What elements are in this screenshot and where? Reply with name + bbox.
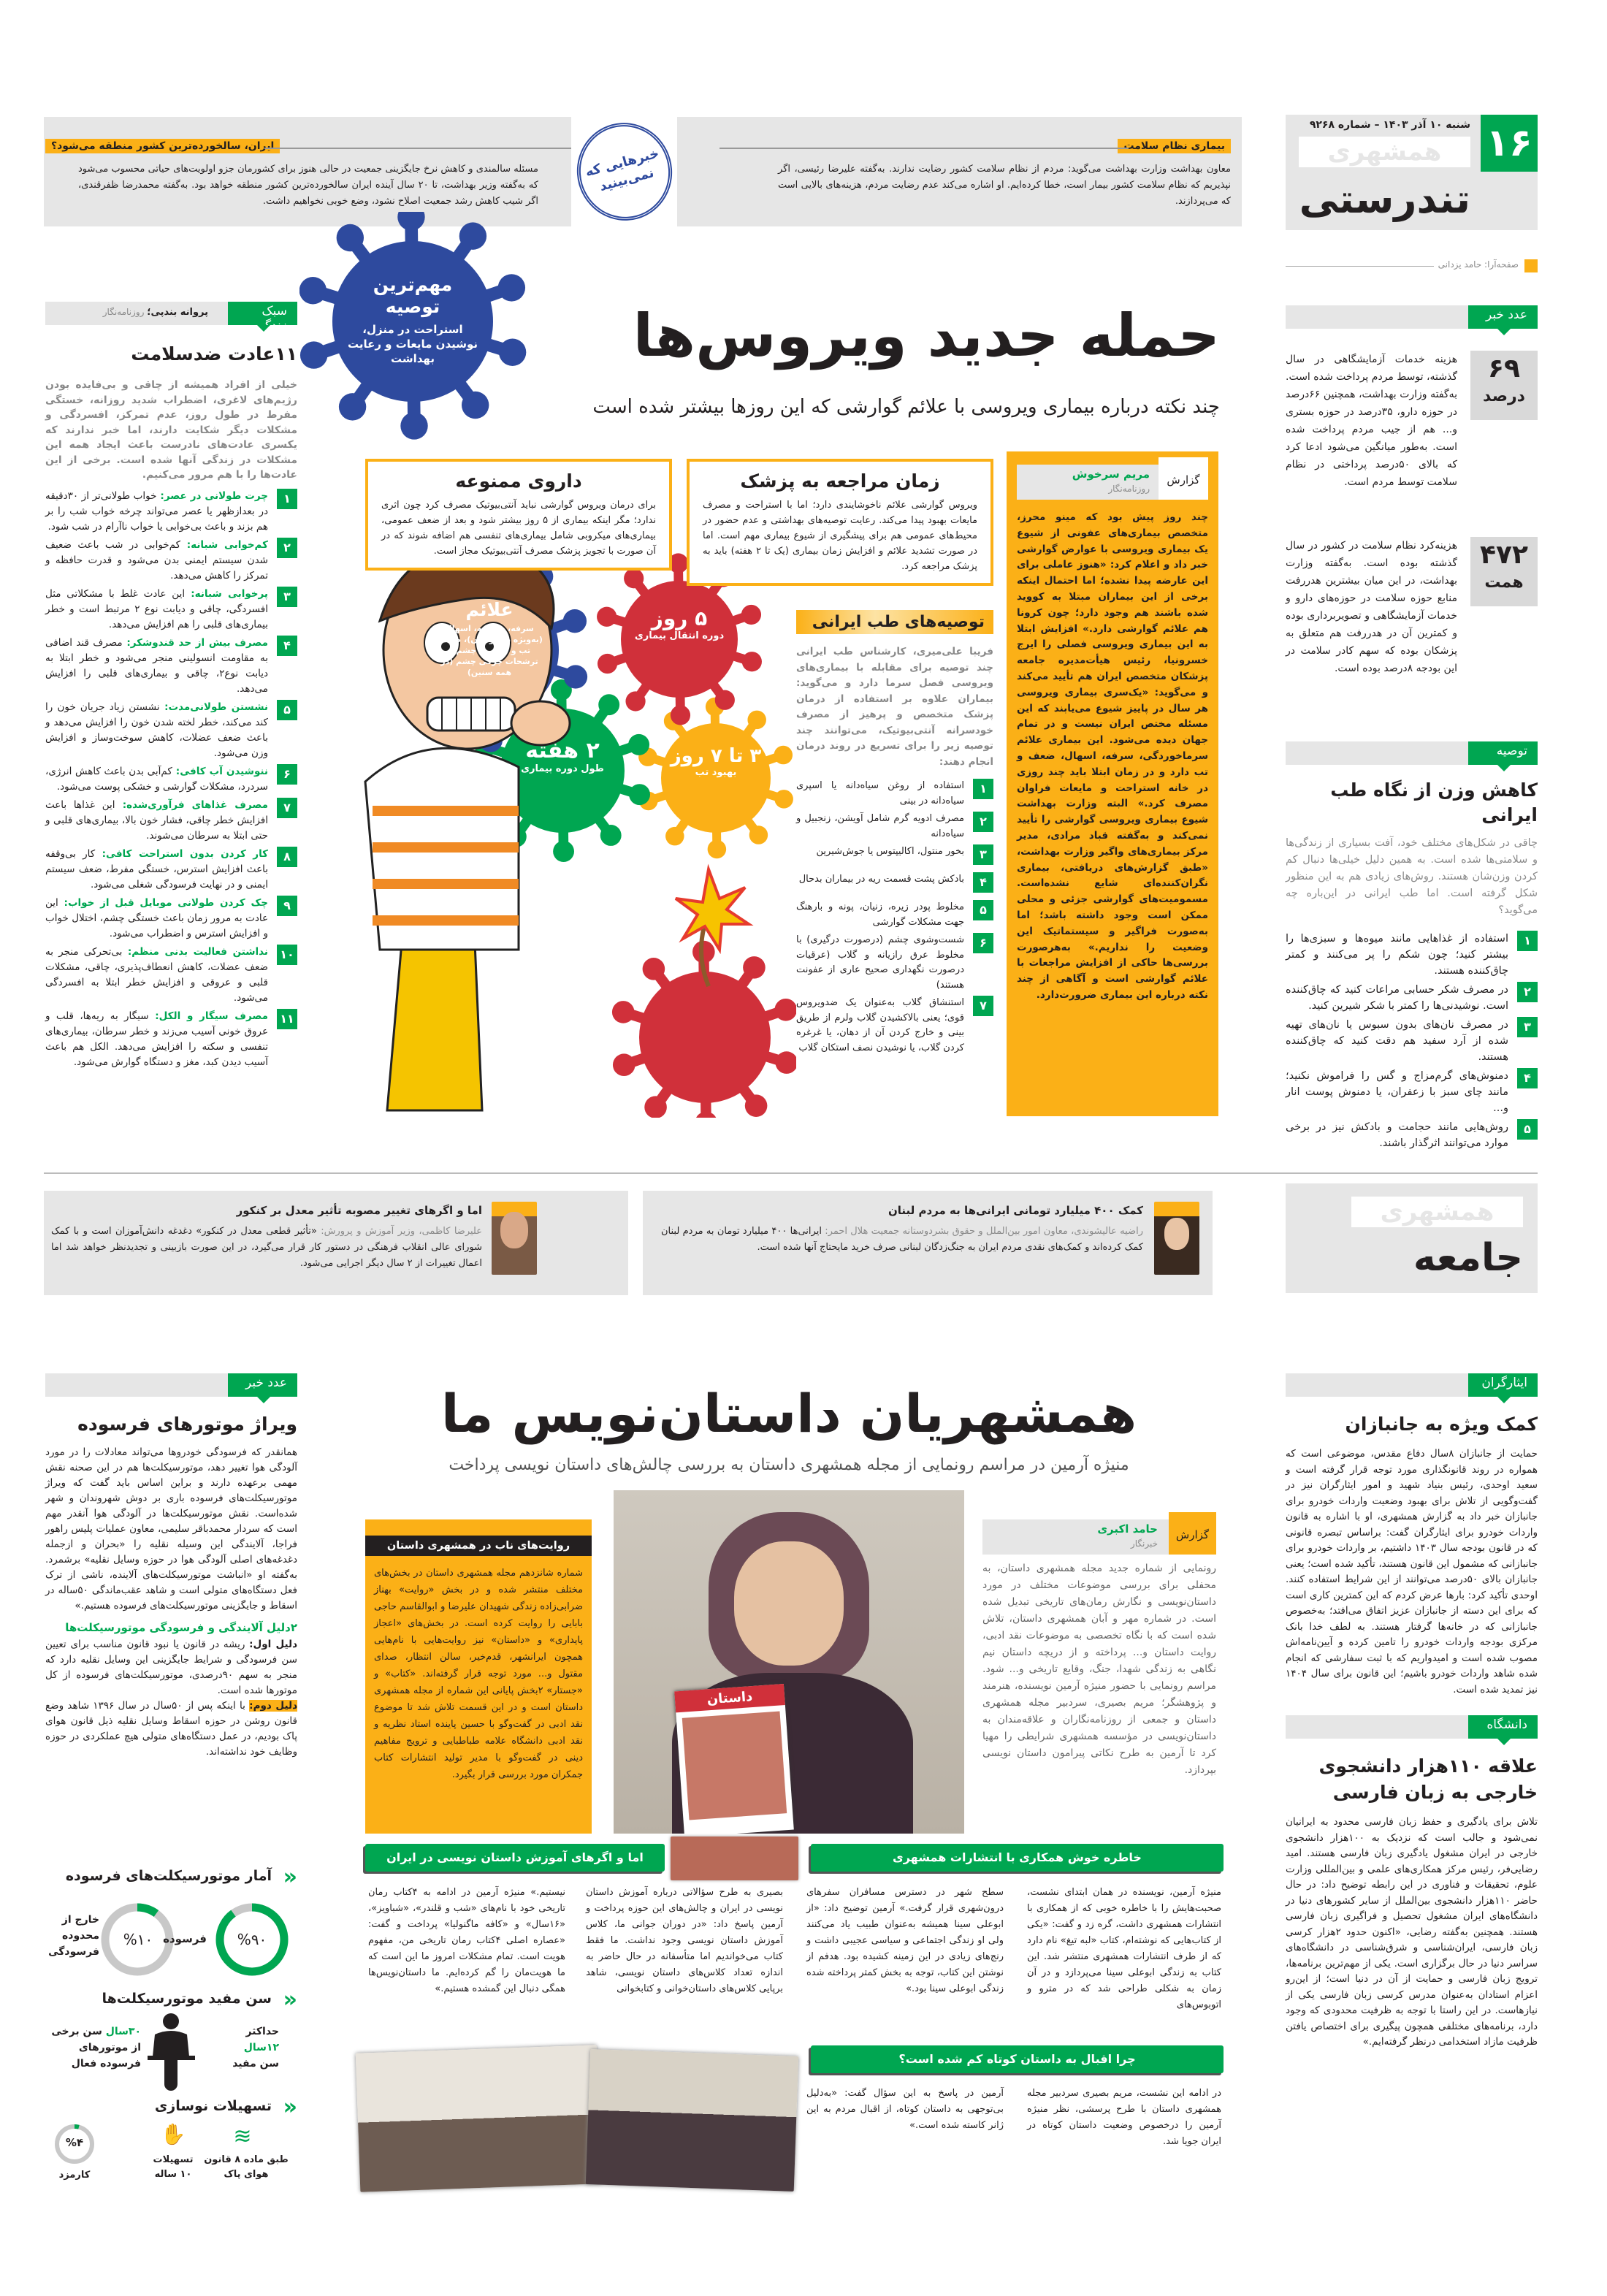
item-number: ۲ [1517,982,1538,1002]
lifestyle-title: ۱۱عادت ضدسلامت [131,343,297,365]
masthead [1286,115,1538,230]
life-max [232,2024,279,2072]
section-divider [44,1172,1538,1174]
reason-text: ریشه در قانون یا نبود قانون مناسب برای تعیین سن فرسودگی و شرایط جایگزینی این وسایل نقلیه دارد که منجر به سهم ۹۰درصدی، موتورسیکلت‌های فرسوده از کل موتورها شده است. [45,1639,297,1696]
item-head: مصرف بیش از حد قندوشکر: [122,636,268,649]
motor-header [45,1373,297,1397]
item-number: ۵ [973,900,993,920]
bomb-fuse [676,869,749,986]
box-doctor [687,459,993,586]
tib-title: توصیه‌های طب ایرانی [796,610,993,634]
list-item [796,933,993,993]
teaser-line [719,148,1129,149]
item-head: پرخوابی شبانه: [185,587,268,600]
lifestyle-section [45,302,297,1073]
section-tag: عدد خبر [228,1373,297,1397]
donut-value: %۱۰ [123,1931,153,1948]
item-head: چرت طولانی در عصر: [156,489,268,502]
item-text: بی‌تحرکی منجر به ضعف عضلات، کاهش انعطاف‌پذیری، چاقی، مشکلات قلبی و عروقی و افزایش خطر ابتلا به افسردگی می‌شود. [45,945,268,1004]
item-number: ۱ [1517,931,1538,951]
virus-top-tip [343,274,482,366]
donut-label: خارج از محدوده فرسودگی [48,1914,99,1958]
item-head: نداشتن فعالیت بدنی منظم: [122,945,268,958]
reason-label: دلیل دوم: [249,1700,297,1712]
main-subtitle: چند نکته درباره بیماری ویروسی با علائم گوارشی که این روزها بیشتر شده است [592,396,1220,418]
item-number: ۳ [973,844,993,865]
lifestyle-header [45,302,297,333]
item-number: ۴ [973,872,993,893]
renew-loan: تسهیلات ۱۰ ساله [153,2154,194,2180]
issue-date: شنبه ۱۰ آذر ۱۴۰۳ – شماره ۹۲۶۸ [1309,119,1470,131]
list-item [45,538,297,584]
report-byline [982,1519,1216,1555]
stamp-text: خبرهایی که نمی‌بینید [566,112,683,231]
figure-text: هزینه‌کرد نظام سلامت در کشور در سال گذشته بوده است. به‌گفته وزارت بهداشت، در این میان بیشترین هدررفت منابع حوزه سلامت در حوزه‌های دارو و خدمات آزمایشگاهی و تصویربرداری بوده و کمترین آن در هدررفت هم متعلق به پزشکان بوده که سهم کادر سلامت در این بودجه ۸درصد بوده است. [1286,540,1457,674]
virus-title: مهم‌ترین توصیه [373,274,453,317]
reason-text: با اینکه پس از ۵۰سال در سال ۱۳۹۶ شاهد وضع قانون روشن در حوزه اسقاط وسایل نقلیه ذیل قانون هوای پاک بودیم، در عمل دستگاه‌های متولی هیچ عملکردی در حوزه وظایف خود نداشته‌اند. [45,1700,297,1758]
item-text: این عادت به مرور زمان باعث خستگی چشم، اختلال خواب و افزایش استرس و اضطراب می‌شود. [45,896,268,939]
lifestyle-intro: خیلی از افراد همیشه از چاقی و بی‌فایده بودن رژیم‌های لاغری، اضطراب شدید روزانه، خستگی مفرط در طول روز، عدم تمرکز، افسردگی و مشکلات دیگر شکایت دارند، اما خبر ندارند که یکسری عادت‌های نادرست باعث ایجاد همه این مشکلات در زندگی آنها شده است. برخی از این عادت‌ها را با هم مرور می‌کنیم. [45,379,297,481]
reason [45,1698,297,1760]
figure-text: هزینه خدمات آزمایشگاهی در سال گذشته، توسط مردم پرداخت شده است. به‌گفته وزارت بهداشت، همچنین ۶۶درصد در حوزه دارو، ۳۵درصد در حوزه بستری و... هم از جیب مردم پرداخت شده است. به‌طور میانگین می‌شود ادعا کرد که بالای ۵۰درصد پرداختی در نظام سلامت توسط مردم است. [1286,354,1457,488]
teaser-body: معاون بهداشت وزارت بهداشت می‌گوید: مردم از نظام سلامت کشور رضایت ندارند. به‌گفته علیرضا رئیسی، اگر نپذیریم که نظام سلامت کشور بیمار است، خطا کرده‌ایم. او اشاره می‌کند عدم رضایت مردم، هزینه‌های بالایی است که می‌پردازند. [778,164,1231,207]
figure-unit: همت [1484,573,1524,592]
report-body: چند روز پیش بود که مینو محرز، متخصص بیماری‌های عفونی از شیوع یک بیماری ویروسی با عوارض گوارشی خبر داد و اعلام کرد: «هنوز عاملی برای این عارضه پیدا نشده؛ اما احتمال اینکه برخی از این بیماران مبتلا به کووید شده باشند هم وجود دارد؛ چون کرونا هم علائم گوارشی دارد.» افزایش ابتلا به این بیماری ویروسی فصلی را ایرج خسرونیا، رئیس هیأت‌مدیره جامعه پزشکان متخصص ایران هم تأیید می‌کند و می‌گوید: «یک‌سری بیماری ویروسی هر سال در پاییز شیوع می‌یابند که این مسئله مختص ایران نیست و در تمام جهان دیده می‌شود. این بیماری علائم سرماخوردگی، سرفه، اسهال، ضعف و تب دارد و در زمان ابتلا باید چند روزی در خانه استراحت و مایعات فراوان مصرف کرد.» البته وزارت بهداشت شیوع بیماری ویروسی گوارشی را تأیید نمی‌کند و به‌گفته قباد مرادی، مدیر مرکز بیماری‌های واگیر وزارت بهداشت، «طبق گزارش‌های دریافتی، بیماری نگران‌کننده‌ای شایع نشده‌است. مسمومیت‌های گوارشی جزئی و محلی ممکن است وجود داشته باشد؛ اما به‌صورت فراگیر و سیستماتیک این وضعیت را نداریم.» به‌هرصورت بررسی‌ها حاکی از افزایش مراجعات با علائم گوارشی است و آگاهی از چند نکته درباره این بیماری ضرورت‌دارد. [1017,511,1208,1001]
box-body: ویروس گوارشی علائم ناخوشایندی دارد؛ اما با استراحت و مصرف مایعات بهبود پیدا می‌کند. رعایت توصیه‌های بهداشتی و عدم حضور در محیط‌های عمومی هم برای پیشگیری از شیوع بیماری مهم است. اما در صورت تشدید علائم و افزایش زمان بیماری (یک تا ۲ هفته) باید به پزشک مراجعه کرد. [703,500,977,572]
university-header [1286,1715,1538,1739]
virus-text: دوره انتقال بیماری [634,630,725,641]
item-text: بادکش پشت قسمت ریه در بیماران بدحال [798,874,964,885]
item-number: ۸ [277,847,297,867]
section-title: جامعه [1413,1236,1523,1280]
list-item [45,587,297,633]
item-number: ۵ [277,700,297,720]
item-number: ۳ [277,587,297,607]
newspaper-logo: همشهری [1351,1197,1523,1227]
magazine-cover [674,1684,794,1834]
virus-text: بهبود تب [695,767,737,778]
item-text: نشستن زیاد جریان خون را کند می‌کند، خطر لخته شدن خون را افزایش می‌دهد و باعث ضعف عضلات، کاهش سوخت‌وساز و افزایش وزن می‌شود. [45,701,268,759]
figures-header [1286,305,1538,329]
story-col: نیستیم.» منیژه آرمین در ادامه به ۴کتاب رمان تاریخی خود با نام‌های «شب و قلندر»، «شباویز»، «۱۶سال» و «کافه ماگنولیا» پرداخت و گفت: «عصاره اصلی ۴کتاب رمان تاریخی من، مفهوم هویت است. تمام مشکلات امروز ما این است که ما هویت‌مان را گم کرده‌ایم. ما داستان‌نویس‌ها همگی دنبال این گمشده هستیم.» [368,1887,565,1994]
tib-intro: فریبا علی‌میری، کارشناس طب ایرانی چند توصیه برای مقابله با بیماری‌های ویروسی فصل سرما دارد و می‌گوید: بیماران علاوه بر استفاده از درمان پزشک متخصص و پرهیز از مصرف خودسرانه آنتی‌بیوتیک، می‌توانند چند توصیه زیر را برای تسریع در روند درمان انجام دهند: [796,646,993,768]
event-photo [356,2045,601,2192]
item-text: روش‌هایی مانند حجامت و بادکش نیز در برخی موارد می‌توانند اثرگذار باشند. [1286,1121,1508,1149]
advice-list [1286,931,1538,1151]
story-col: سطح شهر در دسترس مسافران سفرهای درون‌شهری قرار گرفت.» آرمین توضیح داد: «از ابوعلی سینا همیشه به‌عنوان طبیب یاد می‌کنند ولی او زندگی اجتماعی و سیاسی عجیبی داشت و رنج‌های زیادی در این زمینه کشیده بود. هدفم از نوشتن این کتاب، توجه به بخش کمتر پرداخته شده زندگی ابوعلی سینا بود.» [806,1887,1004,1994]
figure-value-box [1470,351,1538,420]
item-head: چک کردن طولانی موبایل قبل از خواب: [58,896,268,909]
advice-section [1286,741,1538,1154]
box-title: زمان مراجعه به پزشک [740,470,940,492]
renew-law: طبق ماده ۸ قانون هوای پاک [204,2154,289,2180]
list-item [796,812,993,842]
figure-value: ۶۹ [1488,354,1520,384]
report-author: مریم سرخوش [1072,468,1150,481]
chevron-icon: « [283,1987,297,2013]
box-title: روایت‌های ناب در همشهری داستان [365,1536,592,1556]
item-text: خواب طولانی‌تر از ۳۰دقیقه در بعدازظهر یا عصر می‌تواند چرخه خواب شب را بر هم بزند و باعث بی‌خوابی یا خواب ناآرام در شب شود. [45,489,268,533]
info-title: آمار موتورسیکلت‌های فرسوده [65,1868,272,1884]
story-subtitle: منیژه آرمین در مراسم رونمایی از مجله همشهری داستان به بررسی چالش‌های داستان نویسی پرداخت [448,1456,1129,1474]
newspaper-logo: همشهری [1299,137,1470,167]
virus-fever-icon [638,698,793,858]
section-tag: سبک زندگی [228,302,297,325]
report-column [1007,451,1218,1116]
report-role: روزنامه‌نگار [1108,484,1150,494]
virus-duration [511,738,614,774]
item-text: این غذاها باعث افزایش خطر چاقی، فشار خون بالا، بیماری‌های قلبی و حتی ابتلا به سرطان می‌شوند. [45,798,268,842]
motor-section [45,1373,297,1760]
list-item [45,764,297,795]
list-item [796,872,993,897]
virus-value: ۳ تا ۷ روز [670,745,762,767]
story-headline: همشهریان داستان‌نویس ما [440,1383,1137,1444]
item-text: دمنوش‌های گرم‌مزاج و گس را فراموش نکنید؛ مانند چای سبز با زعفران، یا دمنوش پوست انار و... [1286,1070,1508,1114]
layout-credit [1286,259,1538,272]
list-item [45,636,297,697]
item-number: ۴ [277,636,297,656]
subhead-bar: اما و اگرهای آموزش داستان نویسی در ایران [365,1844,665,1872]
item-number: ۷ [277,798,297,818]
event-photo [586,2049,798,2192]
list-item [1286,982,1538,1014]
motorcycle-rider-icon [144,2013,199,2093]
byline-role: روزنامه‌نگار [102,307,145,317]
list-item [45,489,297,535]
report-role: خبرنگار [1130,1538,1158,1549]
list-item [45,945,297,1006]
report-byline [1017,465,1208,500]
item-head: ننوشیدن آب کافی: [172,765,268,777]
section-tag: عدد خبر [1468,305,1538,329]
item-text: استنشاق گلاب به‌عنوان یک ضدویروس قوی؛ یعنی بالاکشیدن گلاب ولرم از طریق بینی و خارج کردن آن از دهان، یا غرغره کردن گلاب، یا نوشیدن نصف استکان گلاب [796,997,964,1053]
section-tag: توصیه [1468,741,1538,765]
info-title: تسهیلات نوسازی [154,2098,272,2114]
section-tag: ایثارگران [1468,1373,1538,1397]
chevron-icon: « [283,1864,297,1890]
old-label: سن برخی از موتورهای فرسوده فعال [51,2026,141,2070]
max-label: حداکثر [245,2026,279,2037]
virus-text: طول دوره بیماری [521,763,604,774]
report-author: حامد اکبری [1097,1522,1158,1536]
news-title: کمک ۴۰۰ میلیارد تومانی ایرانی‌ها به مردم لبنان [888,1204,1143,1217]
figure-item [1286,537,1538,683]
list-item [45,1009,297,1070]
news-text: ایرانی‌ها ۴۰۰ میلیارد تومان به مردم لبنان کمک کرده‌اند و کمک‌های نقدی مردم ایران به جنگ‌زدگان لبنانی صرف خرید مایحتاج آنها شده است. [661,1226,1143,1253]
news-text: «تأثیر قطعی معدل در کنکور» دغدغه دانش‌آموزان است و با کمک شورای عالی انقلاب فرهنگی در دستور کار قرار می‌گیرد، در این صورت بازبینی و تجدیدنظر خواهد شد اما اعمال تغییرات از ۲ سال دیگر اجرایی می‌شود. [51,1226,482,1269]
virus-text: سرفه، دل‌پیچه، اسهال (به‌ویژه در کودکان)، ضعف، تب و درگیری چشم و ترشحات چرکی چشم (در همه سنین) [436,624,543,677]
lifestyle-list [45,489,297,1070]
list-item [796,900,993,930]
story-col: بصیری به طرح سؤالاتی درباره آموزش داستان نویسی در ایران و چالش‌های این حوزه پرداخت و آرمین پاسخ داد: «در دوران جوانی ما، کلاس آموزش داستان نویسی وجود نداشت. ما فقط کتاب می‌خواندیم اما متأسفانه در حال حاضر به اندازه تعداد کلاس‌های داستان نویسی، شاهد برپایی کلاس‌های داستان‌خوانی و کتابخوانی [586,1887,783,1994]
motor-subhead: ۲دلیل آلایندگی و فرسودگی موتورسیکلت‌ها [65,1621,297,1634]
box-title: داروی ممنوعه [455,470,582,492]
news-body [51,1224,482,1272]
item-text: در مصرف نان‌های بدون سبوس یا نان‌های تهیه شده از آرد سفید هم دقت کنید که چاق‌کننده هستند. [1286,1019,1508,1063]
list-item [796,779,993,809]
box-body: شماره شانزدهم مجله همشهری داستان در بخش‌های مختلف منتشر شده و در بخش «روایت» بهناز ضرابی‌زاده زندگی شهیدان علیرضا و ابوالقاسم حاجی بابایی را روایت کرده است. در بخش‌های «اعجاز پایداری» و «داستان» نیز روایت‌هایی با نام‌هایی همچون ایرانشهر، قدم‌خیر، سالن انتظار، صدای مقتول و... مورد توجه قرار گرفته‌اند. «کتاب» و «جستار» ۲بخش پایانی این شماره از مجله همشهری داستان است و در این قسمت تلاش شد تا موضوع نقد ادبی در گفت‌وگو با حسین پاینده استاد نظریه و نقد ادبی دانشگاه علامه طباطبایی و ترویج مفاهیم دینی در گفت‌وگو با مدیر تولید انتشارات کتاب جمکران مورد بررسی قرار بگیرد. [374,1568,583,1780]
box-body: برای درمان ویروس گوارشی نباید آنتی‌بیوتیک مصرف کرد چون اثری ندارد؛ مگر اینکه بیماری از ۵ روز بیشتر شود و بعد از ضعف عمومی، بیماری‌های میکروبی شامل بیماری‌های تنفسی هم اضافه شوند که در آن صورت با تجویز پزشک مصرف آنتی‌بیوتیک مجاز است. [381,500,656,557]
report-body: رونمایی از شماره جدید مجله همشهری داستان، به محفلی برای بررسی موضوعات مختلف در مورد داستان‌نویسی و نگارش رمان‌های تاریخی تبدیل شده است. در شماره مهر و آبان همشهری داستان، تلاش شده است که با نگاه تخصصی به موضوعات نقد ادبی، روایت داستان و... پرداخته و از دریچه داستان نیم نگاهی به زندگی شهدا، جنگ، وقایع تاریخی و... شود. مراسم رونمایی با حضور منیژه آرمین نویسنده، هنرمند و پژوهشگر؛ مریم بصیری، سردبیر مجله همشهری داستان و جمعی از روزنامه‌نگاران و علاقه‌مندان به داستان‌نویسی در مؤسسه همشهری شرایطی را مهیا کرد تا آرمین به طرح نکاتی پیرامون داستان نویسی بپردازد. [982,1563,1216,1776]
tib-column [796,610,993,1059]
virus-text: استراحت در منزل، نوشیدن مایعات و رعایت بهداشت [347,323,478,365]
teaser-tag: بیماری نظام سلامت [1118,139,1231,153]
main-headline: حمله جدید ویروس‌ها [633,302,1220,370]
subhead-bar: چرا اقبال به داستان کوتاه کم شده است؟ [811,2045,1224,2073]
credit-marker [1524,259,1538,272]
story-box [365,1519,592,1834]
page-number: ۱۶ [1481,115,1538,172]
list-item [1286,931,1538,979]
donut-value: %۴ [65,2136,84,2149]
list-item [45,847,297,893]
speaker-photo [492,1202,537,1275]
item-text: شست‌وشوی چشم (درصورت درگیری) با مخلوط عرق رازیانه و گلاب (عرقیات درصورت نگهداری صحیح عاری از عفونت هستند) [796,934,964,991]
figure-value-box [1470,537,1538,606]
reason-label: دلیل اول: [249,1639,298,1650]
university-title: علاقه ۱۱۰هزار دانشجوی خارجی به زبان فارسی [1318,1755,1538,1803]
item-number: ۱۰ [277,945,297,965]
news-item[interactable] [44,1191,628,1295]
item-number: ۱۱ [277,1009,297,1029]
item-head: مصرف غذاهای فرآوری‌شده: [115,798,268,811]
item-number: ۴ [1517,1068,1538,1088]
reason [45,1637,297,1698]
figure-unit: درصد [1483,387,1525,405]
item-text: استفاده از غذاهایی مانند میوه‌ها و سبزی‌ها را بیشتر کنید؛ چون شکم را پر می‌کنند و کمتر چاق‌کننده هستند. [1286,933,1508,977]
item-text: این عادت غلط با مشکلاتی مثل افسردگی، چاقی و دیابت نوع ۲ مرتبط است و خطر بیماری‌های قلبی را هم افزایش می‌دهد. [45,587,268,630]
list-item [796,996,993,1056]
stamp-unseen-news [571,117,677,226]
max-value: ۱۲سال [243,2042,279,2053]
donut-label: کارمزد [58,2170,91,2181]
magazine-photo [671,1837,798,1880]
teaser-line [264,148,571,149]
story-col: آرمین در پاسخ به این سؤال گفت: «به‌دلیل بی‌توجهی به داستان کوتاه، از اقبال مردم به این ژانر کاسته شده است.» [806,2088,1004,2131]
section-tag: دانشگاه [1468,1715,1538,1739]
advice-intro: چاقی در شکل‌های مختلف خود، آفت بسیاری از زندگی‌ها و سلامتی‌ها شده است. به همین دلیل خیلی‌ها دنبال کم کردن وزن‌شان هستند. روش‌های زیادی هم به این منظور شکل گرفته است. اما طب ایرانی در این‌باره چه می‌گوید؟ [1286,837,1538,916]
list-item [796,844,993,869]
list-item [45,700,297,761]
figure-item [1286,351,1538,497]
item-head: کم‌خوابی شبانه: [180,538,268,551]
author-photo [614,1490,964,1834]
item-text: کم‌آبی بدن باعث کاهش انرژی، سردرد، مشکلات گوارشی و خشکی پوست می‌شود. [45,765,268,793]
byline [103,307,208,318]
item-text: استفاده از روغن سیاه‌دانه یا اسپری سیاه‌دانه در بینی [796,780,964,806]
item-number: ۲ [277,538,297,558]
item-text: کار بی‌وقفه باعث افزایش استرس، خستگی مفرط، ضعف سیستم ایمنی و در نهایت فرسودگی شغلی می‌شود. [45,847,268,890]
old-value: ۳۰سال [105,2026,141,2037]
item-number: ۱ [973,779,993,799]
virus-symptoms [435,599,544,678]
virus-fever [668,745,763,778]
max-suffix: سن مفید [232,2058,279,2070]
item-number: ۷ [973,996,993,1016]
motor-infographic [45,1866,297,2195]
society-masthead [1286,1183,1538,1293]
news-body [661,1224,1143,1256]
item-number: ۶ [277,764,297,785]
list-item [45,798,297,844]
item-number: ۲ [973,812,993,832]
life-old [50,2024,141,2072]
news-item[interactable] [643,1191,1213,1295]
item-text: مخلوط پودر زیره، زنیان، پونه و بارهنگ جهت مشکلات گوارشی [796,901,964,928]
figure-value: ۴۷۲ [1480,540,1528,570]
news-title: اما و اگرهای تغییر مصوبه تأثیر معدل بر کنکور [236,1204,482,1217]
item-text: بخور منتول، اکالیپتوس یا جوش‌شیرین [816,846,964,857]
list-item [1286,1017,1538,1065]
info-title: سن مفید موتورسیکلت‌ها [102,1991,272,2007]
donut-value: %۹۰ [237,1931,267,1948]
item-head: مصرف سیگار و الکل: [148,1010,268,1022]
list-item [45,896,297,942]
donut-label: فرسوده [163,1932,207,1945]
motor-reasons [45,1621,297,1760]
veterans-title: کمک ویژه به جانبازان [1345,1414,1538,1435]
report-kind: گزارش [1159,457,1208,500]
report-kind: گزارش [1169,1512,1216,1555]
wind-icon: ≋ [233,2124,252,2149]
speaker-photo [1154,1202,1199,1275]
item-number: ۵ [1517,1119,1538,1140]
list-item [1286,1068,1538,1116]
virus-title: علائم [465,599,514,620]
item-number: ۱ [277,489,297,509]
news-speaker: راضیه عالیشوندی، معاون امور بین‌الملل و حقوق بشردوستانه جمعیت هلال احمر: [825,1226,1143,1237]
veterans-body: حمایت از جانبازان ۸سال دفاع مقدس، موضوعی است که همواره در روند قانونگذاری مورد توجه قرار گرفته است و سعید اوحدی، رئیس بنیاد شهید و امور ایثارگران نیز در گفت‌وگویی از تلاش برای بهبود وضعیت واردات خودرو برای جانبازان خبر داد به گزارش همشهری، او با اشاره به قانون واردات خودرو برای ایثارگران گفت: براساس تبصره قانونی که در قانون بودجه سال ۱۴۰۳ داشتیم، بر واردات خودرو برای جانبازانی که مشمول این قانون هستند، تأکید شده است؛ یعنی جانبازان بالای ۵۰درصد می‌توانند از این شرایط استفاده کنند. اوحدی تأکید کرد: بارها عرض کردم که این کمترین کاری است که برای این دسته از جانبازان عزیز اتفاق می‌افتد؛ به‌خصوص جانبازانی که در خانه‌ها گرفتار هستند. به لطف خدا بانک مرکزی بودجه واردات خودرو را تامین کرده و آیین‌نامه‌اش مصوب شده است و امیدواریم که با ثبت سفارشی که انجام شده شاهد واردات خودرو باشیم؛ این قانون برای سال ۱۴۰۴ نیز تمدید شده است. [1286,1448,1538,1696]
story-col: در ادامه این نشست، مریم بصیری سردبیر مجله همشهری داستان با طرح پرسشی، نظر منیژه آرمین را درخصوص وضعیت داستان کوتاه در ایران جویا شد. [1027,2088,1221,2147]
item-number: ۹ [277,896,297,916]
university-body: تلاش برای یادگیری و حفظ زبان فارسی محدود به ایرانیان نمی‌شود و جالب است که نزدیک به ۱۰۰هزار دانشجوی خارجی در ایران مشغول یادگیری زبان فارسی هستند. امید رضایی‌فر، رئیس مرکز همکاری‌های علمی و بین‌المللی وزارت علوم، تحقیقات و فناوری در این رابطه توضیح داد: در حال حاضر ۱۱۰هزار دانشجوی بین‌الملل از سایر کشورهای دنیا در دانشگاه‌های ایران مشغول تحصیل و فراگیری زبان فارسی هستند. همچنین به‌گفته رضایی، «اکنون حدود ۲هزار کرسی زبان فارسی، ایران‌شناسی و شرق‌شناسی در دانشگاه‌های سراسر دنیا در حال برگزاری است. یکی از مهم‌ترین برنامه‌ها، ترویج زبان فارسی و حمایت از آن در دنیا است؛ از این‌رو اعزام استادان به‌عنوان مدرس کرسی زبان فارسی یکی از نیازهاست. در این راستا با توجه به ظرفیت محدودی که وجود دارد، برنامه‌های مختلفی همچون پیگیری برای اختصاص یافتن ظرفیت مازاد استخدامی درنظر گرفته‌ایم.» [1286,1816,1538,2048]
item-number: ۳ [1517,1017,1538,1037]
list-item [1286,1119,1538,1151]
story-report [982,1519,1216,1779]
item-text: مصرف ادویه گرم شامل آویشن، زنجبیل و سیاه‌دانه [796,813,964,839]
credit-text: صفحه‌آرا: حامد یزدانی [1434,259,1519,270]
item-text: کم‌خوابی در شب باعث ضعیف شدن سیستم ایمنی بدن می‌شود و قدرت حافظه و تمرکز را کاهش می‌دهد. [45,538,268,581]
item-number: ۶ [973,933,993,953]
item-text: مصرف قند اضافی به مقاومت انسولینی منجر می‌شود و خطر ابتلا به دیابت نوع۲، چاقی و بیماری‌های قلبی را افزایش می‌دهد. [45,636,268,695]
subhead-bar: خاطره خوش همکاری با انتشارات همشهری [811,1844,1224,1872]
veterans-header [1286,1373,1538,1397]
teaser-body: مسئله سالمندی و کاهش نرخ جایگزینی جمعیت در حالی هنوز برای کشورمان جزو اولویت‌های حیاتی محسوب می‌شود که به‌گفته وزیر بهداشت، تا ۲۰ سال آینده ایران سالخورده‌ترین کشور منطقه خواهد بود. به‌گفته محمدرضا ظفرقندی، اگر شیب کاهش رشد جمعیت اصلاح نشود، وضع خوبی نخواهیم داشت. [78,164,538,207]
money-hand-icon: ✋ [160,2122,186,2146]
advice-header [1286,741,1538,765]
motor-body: همانقدر که فرسودگی خودروها می‌تواند معادلات را در مورد آلودگی هوا تغییر دهد، موتورسیکلت‌ها هم در این صحنه نقش مهمی برعهده دارند و براین اساس باید گفت که ویراژ موتورسیکلت‌های فرسوده باری بر دوش شهروندان و شهر شده‌است. نقش موتورسیکلت‌ها در آلودگی هوا آنقدر مهم است که سردار محمدباقر سلیمی، معاون عملیات پلیس راهور فراجا، آلایندگی این وسیله نقلیه را «بحران و ازجمله دغدغه‌های اصلی آلودگی هوا در حوزه وسایل نقلیه» برشمرد. به‌گفته او «انباشت موتورسیکلت‌های آلاینده، ناشی از ترک فعل دستگاه‌های متولی است و شاهد عقب‌ماندگی ۵۰ساله در اسقاط و جایگزینی موتورسیکلت‌های فرسوده هستیم.» [45,1446,297,1612]
virus-value: ۵ روز [651,606,708,630]
story-col: منیژه آرمین، نویسنده در همان ابتدای نشست، صحبت‌هایش را با خاطره خوبی که از همکاری با انتشارات همشهری داشت، گره زد و گفت: «یکی از کتاب‌هایی که نوشته‌ام، کتاب «لبه تیغ» نام دارد که از طرف انتشارات همشهری منتشر شد. این کتاب به زندگی ابوعلی سینا می‌پردازد و در آن زمان به شکلی طراحی شد که در مترو و اتوبوس‌های [1027,1887,1221,2010]
magazine-title: داستان [674,1684,785,1712]
item-text: سیگار به ریه‌ها، قلب و عروق خونی آسیب می‌زند و خطر سرطان، بیماری‌های تنفسی و سکته را افزایش می‌دهد. الکل هم باعث آسیب دیدن کبد، مغز و دستگاه گوارش می‌شود. [45,1010,268,1068]
byline-name: پروانه بندپی؛ [147,307,208,318]
item-text: در مصرف شکر حسابی مراعات کنید که چاق‌کننده است. نوشیدنی‌ها را کمتر با شکر شیرین کنید. [1286,984,1508,1012]
teaser-tag: ایران، سالخورده‌ترین کشور منطقه می‌شود؟ [45,139,280,153]
motor-title: ویراژ موتورهای فرسوده [77,1414,297,1435]
tib-list [796,779,993,1056]
right-bottom-column [1286,1373,1538,2051]
item-head: کار کردن بدون استراحت کافی: [95,847,269,860]
box-forbidden-drug [365,459,672,571]
chevron-icon: « [283,2094,297,2120]
advice-title: کاهش وزن از نگاه طب ایرانی [1330,779,1538,825]
virus-value: ۲ هفته [525,738,600,763]
news-speaker: علیرضا کاظمی، وزیر آموزش و پرورش: [321,1226,482,1237]
item-head: نشستن طولانی‌مدت: [159,701,269,713]
section-title: تندرستی [1299,176,1470,222]
virus-transmission [632,606,727,641]
